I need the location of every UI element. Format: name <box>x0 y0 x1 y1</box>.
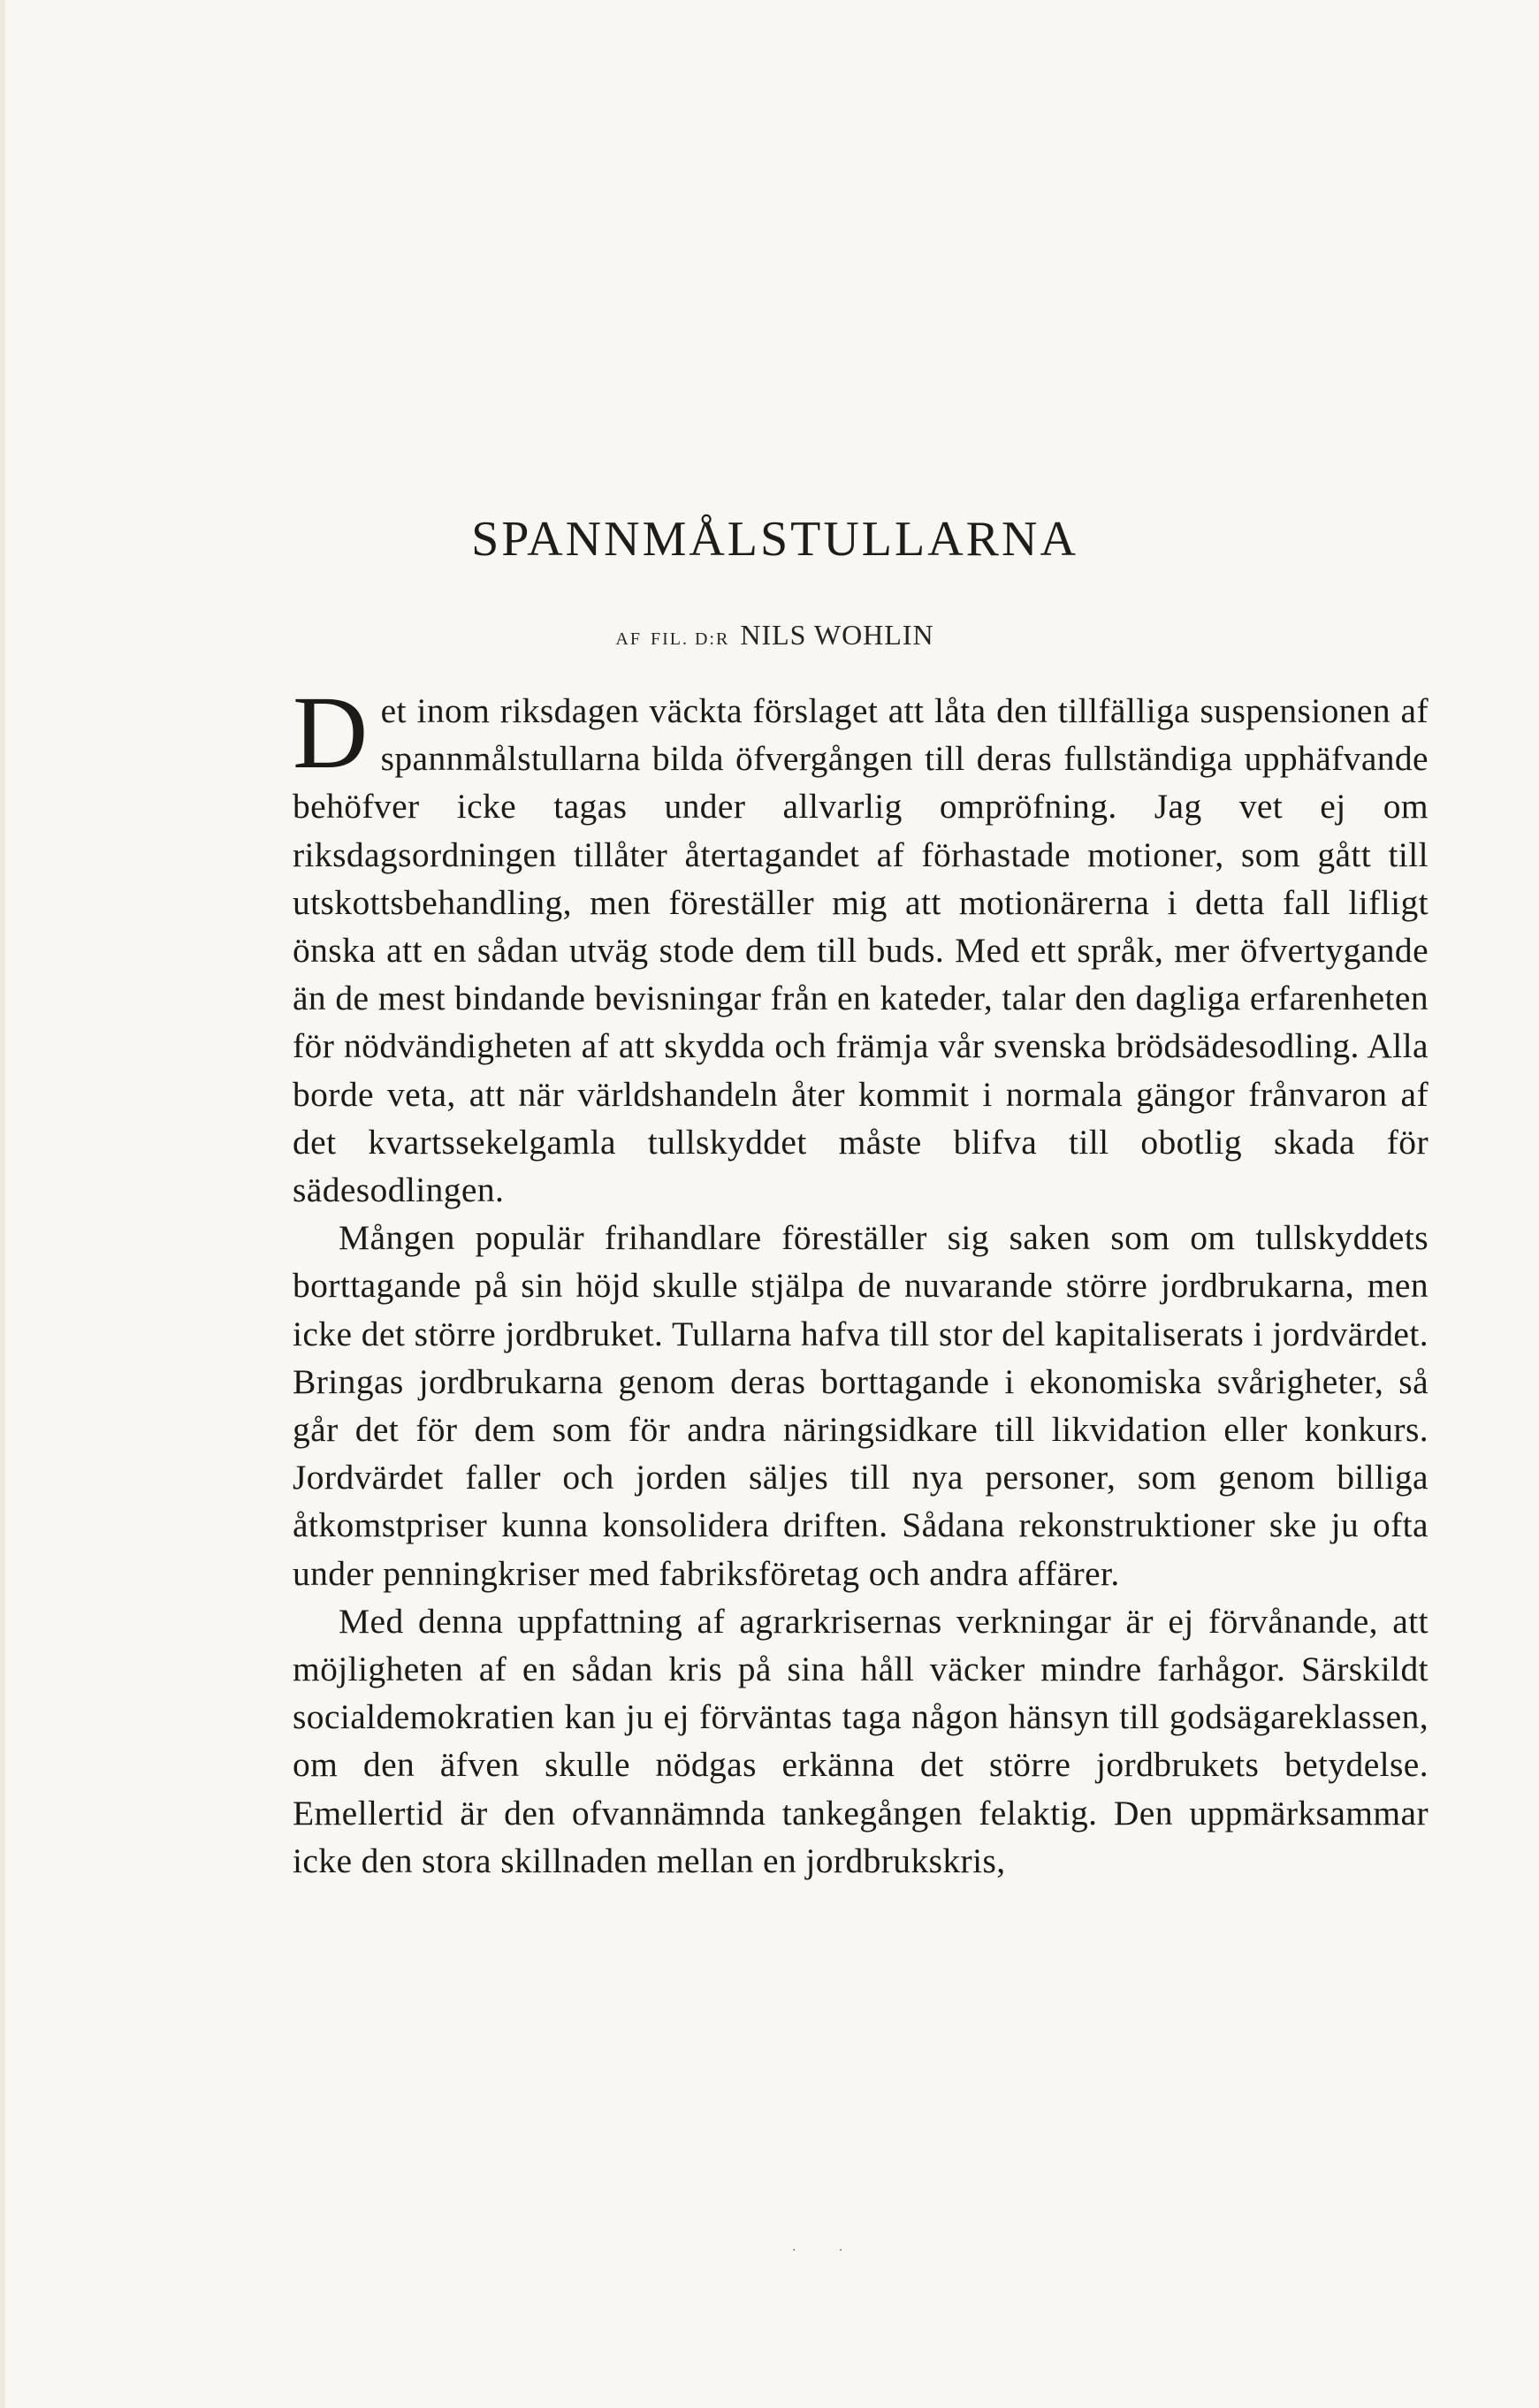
drop-cap: D <box>293 674 369 790</box>
paragraph-1-text: et inom riksdagen väckta förslaget att låta den tillfälliga suspensionen af spannmålstullarna bilda öfvergången till deras fullständiga upphäfvande behöfver icke tagas under allvarlig ompröfning. Jag vet ej om riksdagsordningen tillåter återtagandet af förhastade motioner, som gått till utskottsbehandling, men föreställer mig att motionärerna i detta fall lifligt önska att en sådan utväg stode dem till buds. Med ett språk, mer öfvertygande än de mest bindande bevisningar från en kateder, talar den dagliga erfarenheten för nödvändigheten af att skydda och främja vår svenska brödsädesodling. Alla borde veta, att när världshandeln åter kommit i normala gängor frånvaron af det kvartssekelgamla tullskyddet måste blifva till obotlig skada för sädesodlingen. <box>293 691 1429 1210</box>
paragraph-3: Med denna uppfattning af agrarkrisernas verkningar är ej förvånande, att möjligheten af en sådan kris på sina håll väcker mindre farhågor. Särskildt socialdemokratien kan ju ej förväntas taga någon hänsyn till godsägareklassen, om den äfven skulle nödgas erkänna det större jordbrukets betydelse. Emellertid är den ofvannämnda tankegången felaktig. Den uppmärksammar icke den stora skillnaden mellan en jordbrukskris, <box>293 1601 1429 1880</box>
byline-author: NILS WOHLIN <box>740 619 934 651</box>
byline-prefix-degree: FIL. D:R <box>650 629 730 649</box>
article-title: SPANNMÅLSTULLARNA <box>471 512 1078 567</box>
paragraph-2: Mången populär frihandlare föreställer sig saken som om tullskyddets borttagande på sin höjd skulle stjälpa de nuvarande större jordbrukarna, men icke det större jordbruket. Tullarna hafva till stor del kapitaliserats i jordvärdet. Bringas jordbrukarna genom deras borttagande i ekonomiska svårigheter, så går det för dem som för andra näringsidkare till likvidation eller konkurs. Jordvärdet faller och jorden säljes till nya personer, som genom billiga åtkomstpriser kunna konsolidera driften. Sådana rekonstruktioner ske ju ofta under penningkriser med fabriksföretag och andra affärer. <box>293 1218 1429 1593</box>
byline-prefix-af: AF <box>615 629 642 649</box>
paragraph-1 <box>293 674 1429 1214</box>
byline <box>5 619 1539 652</box>
printing-specks-decoration: · · <box>792 2244 863 2258</box>
article-body <box>293 674 1429 1885</box>
